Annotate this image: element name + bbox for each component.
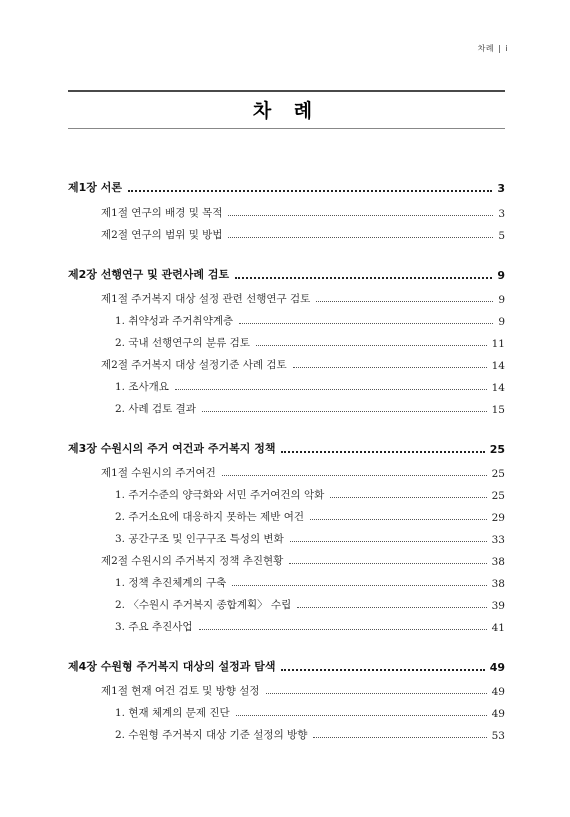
toc-item-label: 2. 국내 선행연구의 분류 검토 bbox=[115, 337, 250, 349]
toc-page-number: 14 bbox=[491, 382, 505, 394]
toc-chapter-row[interactable] bbox=[68, 656, 505, 674]
toc-item-row[interactable] bbox=[68, 616, 505, 634]
toc-item-row[interactable] bbox=[68, 528, 505, 546]
dot-leader bbox=[310, 519, 487, 520]
dot-leader bbox=[202, 411, 487, 412]
toc-page-number: 25 bbox=[491, 490, 505, 502]
running-header bbox=[478, 43, 508, 54]
dot-leader bbox=[289, 563, 486, 564]
dot-leader bbox=[199, 629, 487, 630]
running-header-separator: | bbox=[498, 44, 502, 53]
toc-item-label: 2. 사례 검토 결과 bbox=[115, 403, 196, 415]
toc-item-label: 2. 주거소요에 대응하지 못하는 제반 여건 bbox=[115, 511, 304, 523]
toc-item-row[interactable] bbox=[68, 484, 505, 502]
toc-item-label: 1. 취약성과 주거취약계층 bbox=[115, 315, 234, 327]
dot-leader bbox=[228, 237, 493, 238]
toc-page-number: 49 bbox=[491, 686, 505, 698]
toc-item-row[interactable] bbox=[68, 506, 505, 524]
toc-section-label: 제2절 주거복지 대상 설정기준 사례 검토 bbox=[101, 359, 287, 371]
toc-item-row[interactable] bbox=[68, 724, 505, 742]
toc-chapter-row[interactable] bbox=[68, 438, 505, 456]
toc-page-number: 38 bbox=[491, 578, 505, 590]
dot-leader bbox=[239, 323, 493, 324]
toc-chapter-row[interactable] bbox=[68, 177, 505, 195]
toc-section-label: 제1절 수원시의 주거여건 bbox=[101, 467, 216, 479]
toc-page-number: 11 bbox=[491, 338, 505, 350]
toc-section-row[interactable] bbox=[68, 288, 505, 306]
toc-section-label: 제1절 연구의 배경 및 목적 bbox=[101, 207, 223, 219]
toc-chapter-label: 제4장 수원형 주거복지 대상의 설정과 탐색 bbox=[68, 660, 276, 673]
toc-section-row[interactable] bbox=[68, 550, 505, 568]
toc-chapter-label: 제1장 서론 bbox=[68, 181, 122, 194]
toc-item-row[interactable] bbox=[68, 376, 505, 394]
page-title: 차 례 bbox=[252, 100, 321, 122]
toc-item-label: 2. 〈수원시 주거복지 종합계획〉 수립 bbox=[115, 599, 292, 611]
toc-page-number: 49 bbox=[491, 708, 505, 720]
toc-chapter-label: 제2장 선행연구 및 관련사례 검토 bbox=[68, 268, 230, 281]
toc-item-label: 1. 조사개요 bbox=[115, 381, 169, 393]
toc-page-number: 49 bbox=[489, 661, 505, 674]
toc-page-number: 9 bbox=[497, 269, 505, 282]
toc-page-number: 41 bbox=[491, 622, 505, 634]
dot-leader bbox=[293, 367, 487, 368]
toc-item-label: 1. 현재 체계의 문제 진단 bbox=[115, 707, 230, 719]
toc-page-number: 14 bbox=[491, 360, 505, 372]
running-header-section: 차례 bbox=[477, 44, 495, 53]
toc-item-row[interactable] bbox=[68, 398, 505, 416]
dot-leader bbox=[222, 475, 487, 476]
toc-section-label: 제1절 주거복지 대상 설정 관련 선행연구 검토 bbox=[101, 293, 311, 305]
toc-page-number: 9 bbox=[498, 316, 505, 328]
dot-leader bbox=[281, 451, 484, 453]
toc-section-label: 제2절 수원시의 주거복지 정책 추진현황 bbox=[101, 555, 284, 567]
toc-chapter-label: 제3장 수원시의 주거 여건과 주거복지 정책 bbox=[68, 442, 276, 455]
dot-leader bbox=[290, 541, 487, 542]
dot-leader bbox=[128, 190, 492, 192]
toc-item-label: 1. 주거수준의 양극화와 서민 주거여건의 악화 bbox=[115, 489, 325, 501]
toc-item-row[interactable] bbox=[68, 702, 505, 720]
toc-item-row[interactable] bbox=[68, 310, 505, 328]
dot-leader bbox=[297, 607, 486, 608]
toc-page-number: 53 bbox=[491, 730, 505, 742]
toc-page-number: 3 bbox=[498, 208, 505, 220]
toc-page-number: 33 bbox=[491, 534, 505, 546]
dot-leader bbox=[232, 585, 486, 586]
toc-page-number: 3 bbox=[497, 182, 505, 195]
toc-item-label: 3. 주요 추진사업 bbox=[115, 621, 193, 633]
toc-section-row[interactable] bbox=[68, 680, 505, 698]
dot-leader bbox=[281, 669, 484, 671]
dot-leader bbox=[256, 345, 487, 346]
title-top-rule bbox=[68, 90, 505, 92]
toc-chapter-row[interactable] bbox=[68, 264, 505, 282]
toc-item-label: 1. 정책 추진체계의 구축 bbox=[115, 577, 227, 589]
toc-item-row[interactable] bbox=[68, 594, 505, 612]
title-bottom-rule bbox=[68, 128, 505, 129]
dot-leader bbox=[228, 215, 493, 216]
dot-leader bbox=[316, 301, 493, 302]
running-header-page-number: i bbox=[505, 44, 508, 53]
dot-leader bbox=[330, 497, 486, 498]
toc-page-number: 29 bbox=[491, 512, 505, 524]
toc-section-row[interactable] bbox=[68, 354, 505, 372]
toc-page-number: 25 bbox=[489, 443, 505, 456]
toc-item-label: 3. 공간구조 및 인구구조 특성의 변화 bbox=[115, 533, 284, 545]
toc-section-row[interactable] bbox=[68, 224, 505, 242]
toc-section-row[interactable] bbox=[68, 462, 505, 480]
dot-leader bbox=[236, 715, 487, 716]
toc-page-number: 38 bbox=[491, 556, 505, 568]
toc-item-row[interactable] bbox=[68, 572, 505, 590]
toc-page-number: 15 bbox=[491, 404, 505, 416]
dot-leader bbox=[235, 277, 492, 279]
dot-leader bbox=[313, 737, 486, 738]
dot-leader bbox=[175, 389, 487, 390]
toc-section-label: 제2절 연구의 범위 및 방법 bbox=[101, 229, 223, 241]
toc-item-label: 2. 수원형 주거복지 대상 기준 설정의 방향 bbox=[115, 729, 308, 741]
toc-page-number: 5 bbox=[498, 230, 505, 242]
toc-section-label: 제1절 현재 여건 검토 및 방향 설정 bbox=[101, 685, 260, 697]
toc-page-number: 39 bbox=[491, 600, 505, 612]
toc-item-row[interactable] bbox=[68, 332, 505, 350]
toc-section-row[interactable] bbox=[68, 202, 505, 220]
dot-leader bbox=[266, 693, 487, 694]
toc-page-number: 25 bbox=[491, 468, 505, 480]
toc-page-number: 9 bbox=[498, 294, 505, 306]
